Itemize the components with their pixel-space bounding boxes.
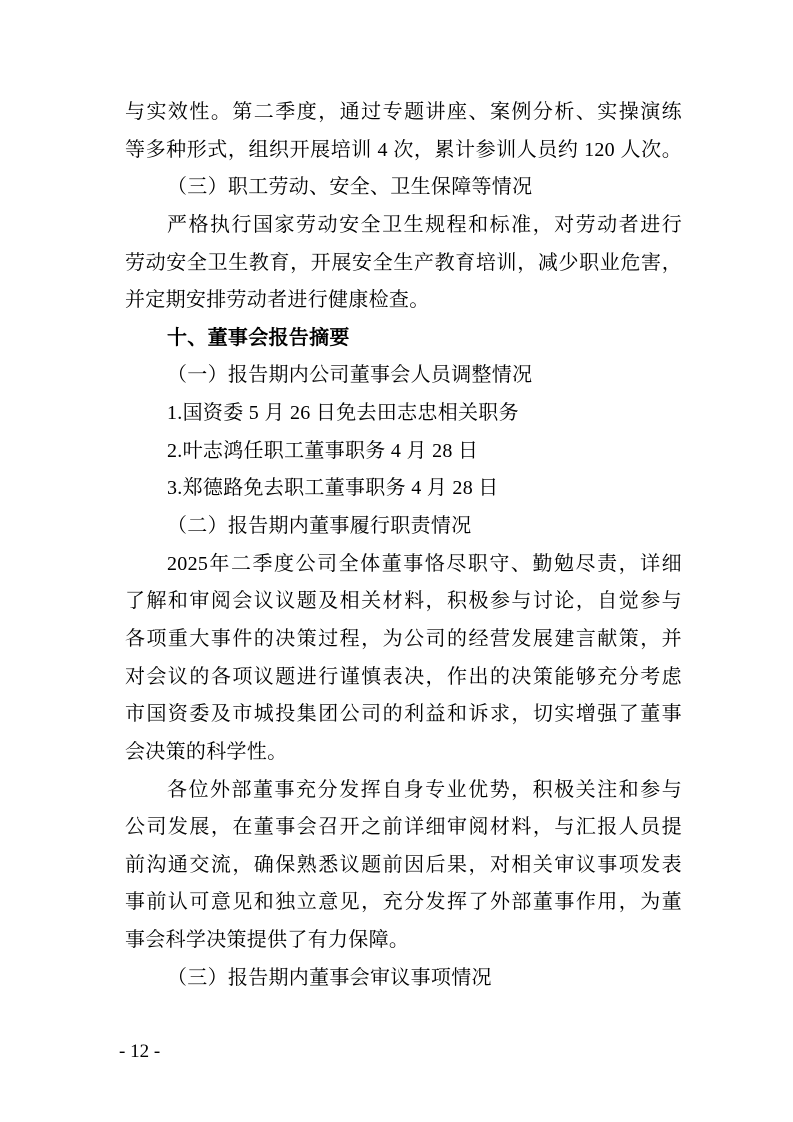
body-text-line: 了解和审阅会议议题及相关材料，积极参与讨论，自觉参与 (125, 590, 682, 613)
body-text-line: 市国资委及市城投集团公司的利益和诉求，切实增强了董事 (125, 703, 682, 726)
body-text-line: 严格执行国家劳动安全卫生规程和标准，对劳动者进行 (167, 213, 682, 236)
body-text-line: 劳动安全卫生教育，开展安全生产教育培训，减少职业危害， (125, 251, 682, 274)
body-text-line: 事前认可意见和独立意见，充分发挥了外部董事作用，为董 (125, 891, 682, 914)
body-text-line: 事会科学决策提供了有力保障。 (125, 929, 410, 952)
body-text-line: 对会议的各项议题进行谨慎表决，作出的决策能够充分考虑 (125, 665, 682, 688)
body-text-line: 前沟通交流，确保熟悉议题前因后果，对相关审议事项发表 (125, 853, 682, 876)
subsection-heading-3-staff: （三）职工劳动、安全、卫生保障等情况 (167, 176, 533, 199)
body-text-line: 与实效性。第二季度，通过专题讲座、案例分析、实操演练 (125, 101, 682, 123)
list-item: 3.郑德路免去职工董事职务 4 月 28 日 (167, 477, 499, 500)
section-heading-10: 十、董事会报告摘要 (167, 326, 350, 349)
body-text-line: 会决策的科学性。 (125, 740, 288, 763)
subsection-heading-2: （二）报告期内董事履行职责情况 (167, 515, 472, 538)
body-text-line: 2025年二季度公司全体董事恪尽职守、勤勉尽责，详细 (167, 552, 682, 575)
document-body (125, 94, 682, 997)
list-item: 1.国资委 5 月 26 日免去田志忠相关职务 (167, 402, 519, 425)
subsection-heading-1: （一）报告期内公司董事会人员调整情况 (167, 364, 533, 387)
body-text-line: 公司发展，在董事会召开之前详细审阅材料，与汇报人员提 (125, 816, 682, 839)
list-item: 2.叶志鸿任职工董事职务 4 月 28 日 (167, 439, 479, 462)
body-text-line: 等多种形式，组织开展培训 4 次，累计参训人员约 120 人次。 (125, 138, 682, 161)
page-number: - 12 - (119, 1041, 161, 1062)
body-text-line: 并定期安排劳动者进行健康检查。 (125, 289, 430, 312)
subsection-heading-3-board: （三）报告期内董事会审议事项情况 (167, 966, 492, 989)
body-text-line: 各项重大事件的决策过程，为公司的经营发展建言献策，并 (125, 627, 682, 650)
body-text-line: 各位外部董事充分发挥自身专业优势，积极关注和参与 (167, 778, 682, 801)
